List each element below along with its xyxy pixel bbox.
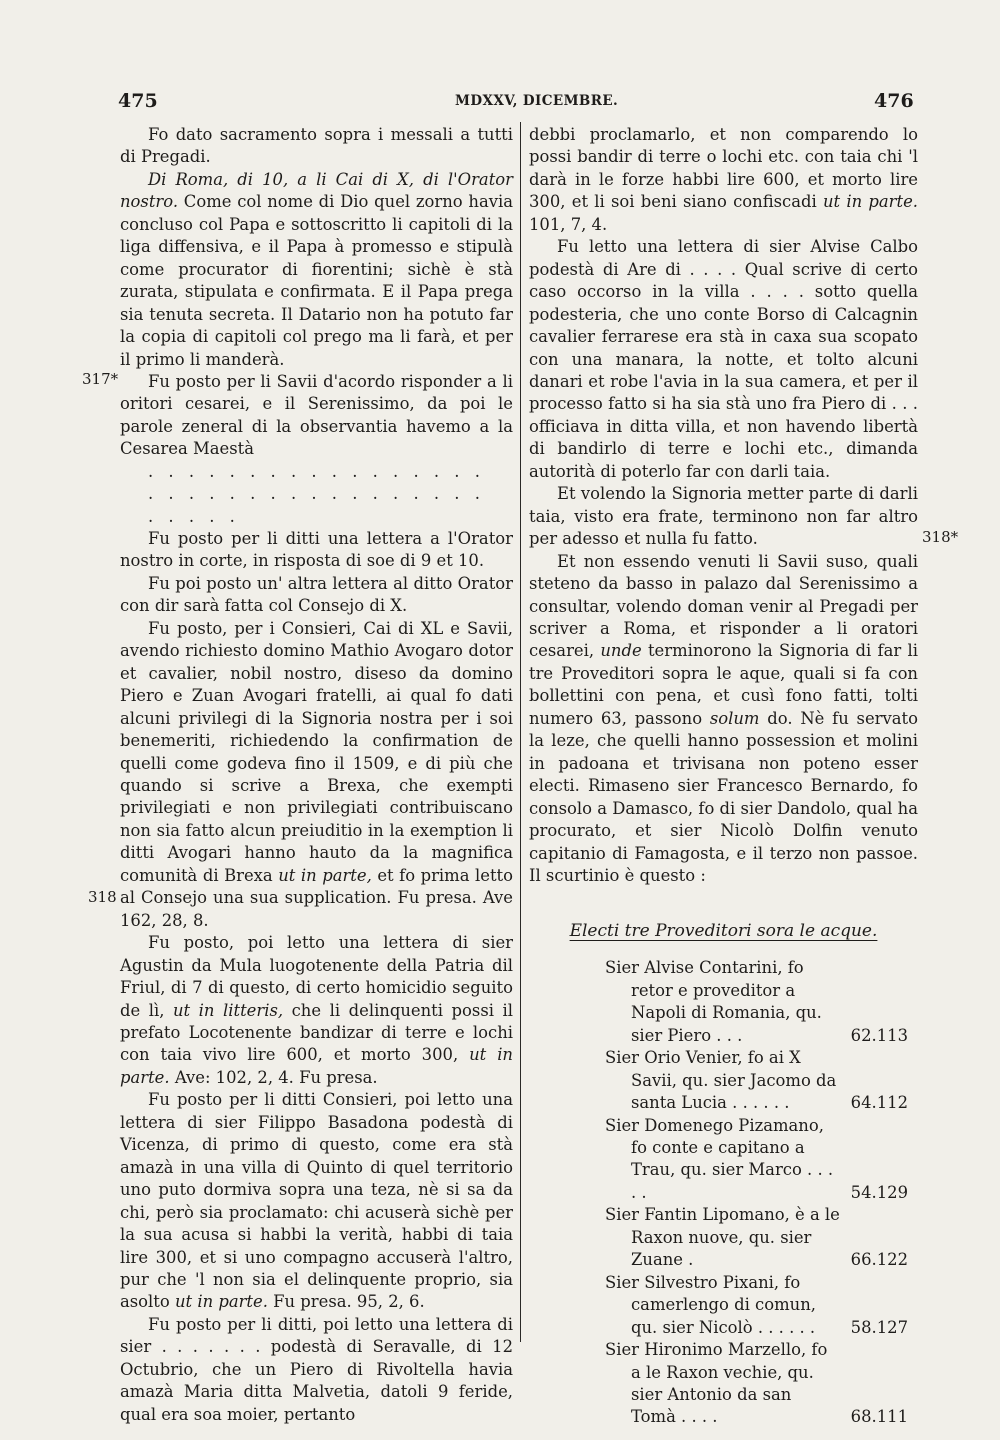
page-number-left: 475	[118, 90, 158, 112]
paragraph-text: Fo dato sacramento sopra i messali a tutti di Pregadi.	[120, 125, 513, 167]
paragraph	[120, 932, 513, 1089]
paragraph	[120, 371, 513, 461]
column-divider	[520, 122, 521, 1342]
electi-name: Sier Fantin Lipomano, è a le Raxon nuove, qu. sier Zuane .	[605, 1205, 840, 1270]
paragraph-text: che li delinquenti possi il prefato Locotenente bandizar di terre e lochi con taia vivo lire 600, et morto 300,	[120, 1000, 513, 1065]
page-number-right: 476	[874, 90, 914, 112]
paragraph-text: Fu posto, per i Consieri, Cai di XL e Savii, avendo richiesto domino Mathio Avogaro dotor et cavalier, nobil nostro, diseso da domino Piero e Zuan Avogari fratelli, ai qual fo dati alcuni privilegi di la Signoria nostra per i soi benemeriti, richiedendo la confirmation de quelli come godeva fino il 1509, e di più che quando si scrive a Brexa, che exempti privilegiati e non privilegiati contribuiscano non sia fatto alcun preiuditio in la exemption li ditti Avogari hanno hauto da la magnifica comunità di Brexa	[120, 618, 513, 885]
ellipsis-line: . . . . .	[148, 506, 240, 526]
electi-entry	[529, 1047, 918, 1114]
italic-phrase: ut in parte.	[822, 192, 918, 212]
electi-name: Sier Domenego Pizamano, fo conte e capitano a Trau, qu. sier Marco . . . . .	[605, 1115, 834, 1202]
paragraph-text: Fu presa. 95, 2, 6.	[267, 1292, 425, 1312]
margin-note-318-right: 318*	[922, 528, 959, 546]
paragraph-text: do. Nè fu servato la leze, che quelli hanno possession et molini in padoana et trivisana non poteno esser electi. Rimaseno sier Francesco Bernardo, fo consolo a Damasco, fo di sier Dandolo, qual ha procurato, et sier Nicolò Dolfin venuto capitanio di Famagosta, e il terzo non passoe. Il scurtinio è questo :	[529, 708, 918, 885]
paragraph	[529, 236, 918, 483]
paragraph-text: Fu posto per li Savii d'acordo risponder a li oritori cesarei, e il Serenissimo, da poi le parole zeneral di la observantia havemo a la Cesarea Maestà	[120, 371, 513, 459]
electi-name: Sier Hironimo Marzello, fo a le Raxon vechie, qu. sier Antonio da san Tomà . . . .	[605, 1340, 828, 1427]
running-title: MDXXV, DICEMBRE.	[455, 93, 619, 109]
paragraph-text: Fu posto per li ditti, poi letto una lettera di sier . . . . . . . podestà di Seravalle, di 12 Octubrio, che un Piero di Rivoltella havia amazà Maria ditta Malvetia, datoli 9 feride, qual era soa moier, pertanto	[120, 1314, 513, 1424]
paragraph-text: et fo prima letto al Consejo una sua supplication. Fu presa. Ave 162, 28, 8.	[120, 865, 513, 930]
running-header	[0, 90, 1000, 120]
electi-name: Sier Orio Venier, fo ai X Savii, qu. sier Jacomo da santa Lucia . . . . . .	[605, 1048, 837, 1113]
electi-name: Sier Alvise Contarini, fo retor e proveditor a Napoli di Romania, qu. sier Piero . . .	[605, 958, 822, 1045]
section-title: Electi tre Proveditori sora le acque.	[569, 921, 878, 942]
electi-entry	[529, 1204, 918, 1271]
electi-list	[529, 957, 918, 1429]
italic-word: unde	[600, 641, 642, 661]
ellipsis-line: . . . . . . . . . . . . . . . . .	[148, 461, 485, 481]
italic-phrase: ut in parte.	[174, 1292, 268, 1312]
right-column	[529, 124, 918, 1429]
paragraph	[120, 618, 513, 932]
electi-votes: 66.122	[850, 1250, 908, 1270]
italic-dateline: Di Roma, di 10, a li Cai di X, di l'Orator nostro.	[120, 169, 513, 212]
paragraph-text: Fu posto, poi letto una lettera di sier Agustin da Mula luogotenente della Patria dil Friul, di 7 di questo, di certo homicidio seguito de lì,	[120, 933, 513, 1020]
electi-votes: 68.111	[850, 1407, 908, 1427]
paragraph-text: Et volendo la Signoria metter parte di darli taia, visto era frate, terminono non far altro per adesso et nulla fu fatto.	[529, 484, 918, 549]
electi-votes: 62.113	[850, 1025, 908, 1045]
paragraph-text: Fu poi posto un' altra lettera al ditto Orator con dir sarà fatta col Consejo di X.	[120, 573, 513, 616]
left-column	[120, 124, 513, 1426]
paragraph	[120, 1314, 513, 1426]
electi-entry	[529, 1115, 918, 1205]
paragraph-text: debbi proclamarlo, et non comparendo lo possi bandir di terre o lochi etc. con taia chi 'l darà in le forze habbi lire 600, et morto lire 300, et li soi beni siano confiscadi	[529, 125, 918, 212]
electi-votes: 64.112	[850, 1093, 908, 1113]
paragraph	[529, 551, 918, 888]
paragraph-text: Come col nome di Dio quel zorno havia concluso col Papa e sottoscritto li capitoli di la liga diffensiva, e il Papa à promesso e stipulà come procurator di fiorentini; sichè è stà zurata, stipulata e confirmata. E il Papa prega sia tenuta secreta. Il Datario non ha potuto far la copia di capitoli col prego ma li farà, et per il primo li manderà.	[120, 192, 513, 369]
electi-votes: 58.127	[850, 1317, 908, 1337]
italic-word: solum	[709, 708, 760, 728]
electi-name: Sier Silvestro Pixani, fo camerlengo di comun, qu. sier Nicolò . . . . . .	[605, 1272, 816, 1337]
electi-entry	[529, 1339, 918, 1429]
paragraph-text: Fu posto per li ditti una lettera a l'Orator nostro in corte, in risposta di soe di 9 et 10.	[120, 529, 513, 571]
paragraph	[120, 1089, 513, 1314]
ellipsis-line: . . . . . . . . . . . . . . . . .	[148, 484, 485, 504]
paragraph-text: terminorono la Signoria di far li tre Proveditori sopra le aque, quali si fa con bollettini con pena, et cusì fono fatti, tolti numero 63, passono	[529, 641, 918, 728]
paragraph	[120, 528, 513, 573]
paragraph	[529, 124, 918, 236]
italic-phrase: ut in litteris,	[172, 1000, 284, 1020]
electi-votes: 54.129	[850, 1182, 908, 1202]
margin-note-318-left: 318	[88, 888, 117, 906]
paragraph-text: Fu posto per li ditti Consieri, poi letto una lettera di sier Filippo Basadona podestà di Vicenza, di primo di questo, come era stà amazà in una villa di Quinto di quel territorio uno puto dormiva sopra una teza, nè si sa da chi, però sia proclamato: chi acuserà sichè per la sua acusa si habbi la verità, habbi di taia lire 300, et si uno compagno accuserà l'altro, pur che 'l non sia el delinquente proprio, sia asolto	[120, 1090, 513, 1312]
paragraph	[529, 483, 918, 550]
paragraph-text: Ave: 102, 2, 4. Fu presa.	[169, 1067, 378, 1087]
paragraph	[120, 124, 513, 169]
paragraph-text: Et non essendo venuti li Savii suso, quali steteno da basso in palazo dal Serenissimo a consultar, volendo doman venir al Pregadi per scriver a Roma, et risponder a li oratori cesarei,	[529, 551, 918, 661]
italic-phrase: ut in parte.	[120, 1045, 513, 1087]
paragraph-text: 101, 7, 4.	[529, 214, 608, 234]
italic-phrase: ut in parte,	[278, 865, 372, 885]
electi-entry	[529, 1272, 918, 1339]
paragraph	[120, 573, 513, 618]
paragraph-text: Fu letto una lettera di sier Alvise Calbo podestà di Are di . . . . Qual scrive di certo caso occorso in la villa . . . . sotto quella podesteria, che uno conte Borso di Calcagnin cavalier ferrarese era stà in caxa sua scopato con una manara, la notte, et tolto alcuni danari et robe l'avia in la sua camera, et per il processo fatto si ha sia stà uno fra Piero di . . . officiava in ditta villa, et non havendo libertà di bandirlo di terre e lochi etc., dimanda autorità di poterlo far con darli taia.	[529, 237, 918, 481]
electi-entry	[529, 957, 918, 1047]
paragraph	[120, 169, 513, 371]
margin-note-317: 317*	[82, 370, 119, 388]
